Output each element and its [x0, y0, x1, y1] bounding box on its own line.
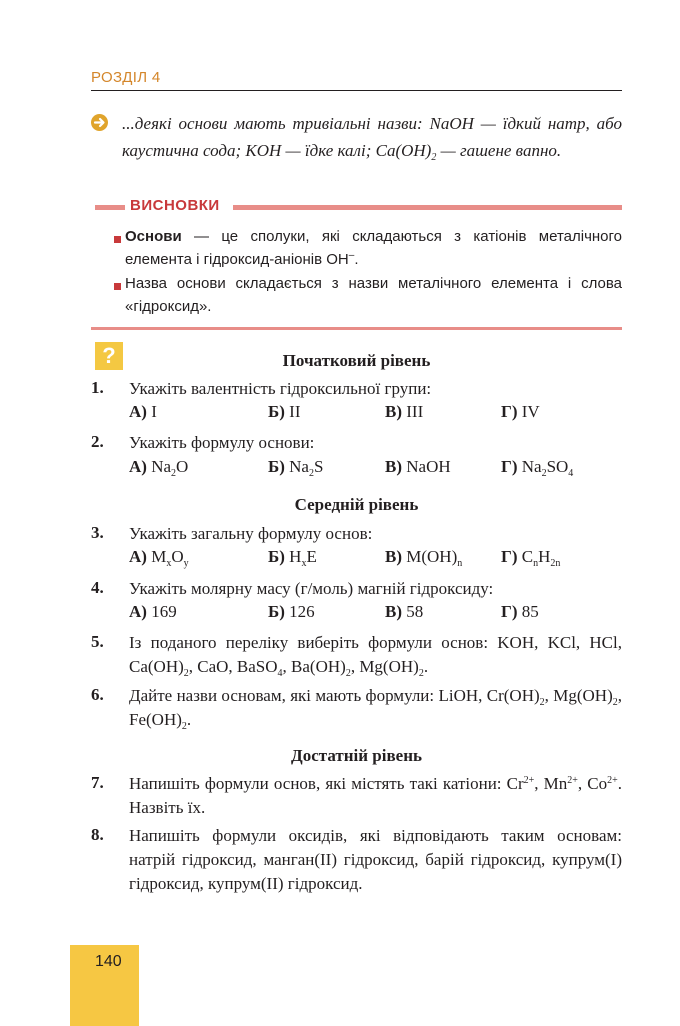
conclusions-bar-left — [95, 205, 125, 210]
arrow-bullet-icon — [91, 114, 108, 131]
answer-option: А) $M_xO_y$ — [129, 547, 189, 569]
question-icon: ? — [95, 342, 123, 370]
answer-option: В) NaOH — [385, 457, 451, 476]
question-number: 7. — [91, 773, 104, 792]
question-number: 4. — [91, 578, 104, 597]
answer-option: А) 169 — [129, 602, 177, 621]
question-number: 6. — [91, 685, 104, 704]
question-number: 1. — [91, 378, 104, 397]
conclusions-title: ВИСНОВКИ — [130, 197, 220, 214]
answer-option: В) $M(OH)_n$ — [385, 547, 463, 569]
conclusions-rule — [91, 327, 622, 330]
question-text: Укажіть загальну формулу основ: — [129, 524, 373, 543]
answer-option: Б) II — [268, 402, 301, 421]
intro-note: ...деякі основи мають тривіальні назви: NaOH — їдкий натр, або каустична сода; KOH — їдке калі; $Ca(OH)_2$ — гашене вапно. — [122, 114, 622, 163]
answer-option: А) $Na_2O$ — [129, 457, 189, 479]
question-number: 5. — [91, 632, 104, 651]
conclusions-bar-right — [233, 205, 622, 210]
question-number: 3. — [91, 523, 104, 542]
question-text: Напишіть формули основ, які містять такі катіони: $Cr^{2+}$, $Mn^{2+}$, $Co^{2+}$. Назвіть їх. — [129, 774, 622, 817]
answer-option: Г) 85 — [501, 602, 539, 621]
answer-option: Г) $Na_2SO_4$ — [501, 457, 574, 479]
answer-option: В) III — [385, 402, 424, 421]
section-label: РОЗДІЛ 4 — [91, 69, 161, 86]
conclusion-item: Основи — це сполуки, які складаються з катіонів металічного елемента і гідроксид-аніонів OH–. — [125, 228, 622, 268]
header-rule — [91, 90, 622, 91]
answer-option: А) I — [129, 402, 157, 421]
answer-option: Г) IV — [501, 402, 540, 421]
question-text: Напишіть формули оксидів, які відповідають таким основам: натрій гідроксид, манган(II) гідроксид, барій гідроксид, купрум(I) гідроксид, купрум(II) гідроксид. — [129, 826, 622, 893]
level-heading-initial: Початковий рівень — [282, 351, 431, 370]
question-text: Укажіть молярну масу (г/моль) магній гідроксиду: — [129, 579, 494, 598]
question-number: 2. — [91, 432, 104, 451]
page-number: 140 — [95, 953, 122, 970]
question-text: Укажіть формулу основи: — [129, 433, 315, 452]
answer-option: Б) $H_xE$ — [268, 547, 317, 569]
question-text: Із поданого переліку виберіть формули основ: KOH, KCl, HCl, $Ca(OH)_2$, CaO, BaSO$_4$, $Ba(OH)_2$, $Mg(OH)_2$. — [129, 633, 622, 679]
bullet-square-icon — [114, 283, 121, 290]
answer-option: Г) $C_nH_{2n}$ — [501, 547, 561, 569]
question-text: Дайте назви основам, які мають формули: LiOH, $Cr(OH)_2$, $Mg(OH)_2$, $Fe(OH)_2$. — [129, 686, 622, 732]
answer-option: В) 58 — [385, 602, 424, 621]
level-heading-medium: Середній рівень — [294, 495, 419, 514]
answer-option: Б) 126 — [268, 602, 315, 621]
conclusion-item: Назва основи складається з назви металічного елемента і слова «гідроксид». — [125, 275, 622, 315]
question-text: Укажіть валентність гідроксильної групи: — [129, 379, 432, 398]
level-heading-sufficient: Достатній рівень — [291, 746, 422, 765]
question-number: 8. — [91, 825, 104, 844]
bullet-square-icon — [114, 236, 121, 243]
answer-option: Б) $Na_2S$ — [268, 457, 324, 479]
